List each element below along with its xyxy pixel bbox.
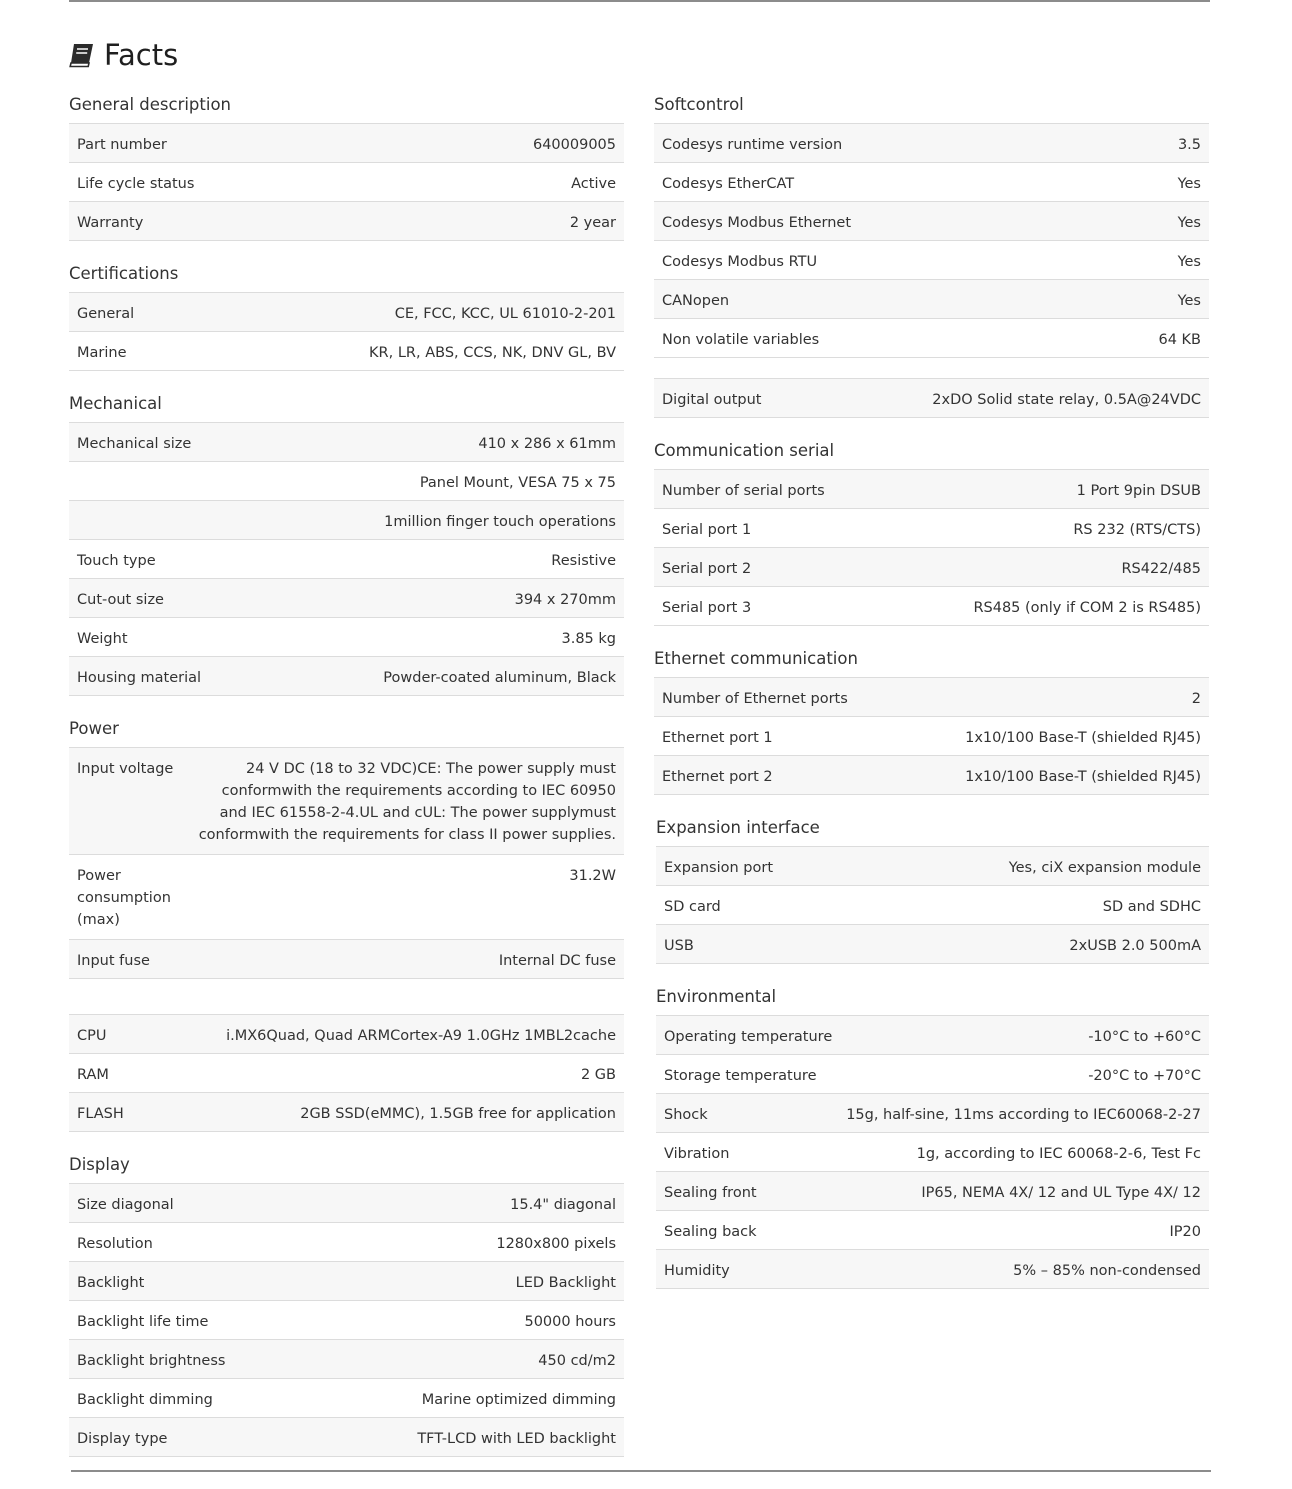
spec-row bbox=[656, 1133, 1209, 1172]
section-environmental bbox=[654, 979, 1209, 1289]
spec-table bbox=[656, 1015, 1209, 1289]
spec-label: Serial port 1 bbox=[662, 522, 752, 538]
spec-value: 2GB SSD(eMMC), 1.5GB free for application bbox=[300, 1106, 616, 1122]
spec-row bbox=[654, 678, 1209, 717]
spec-row bbox=[654, 509, 1209, 548]
spec-table bbox=[69, 1014, 624, 1132]
spec-row bbox=[69, 657, 624, 696]
section-title: Softcontrol bbox=[654, 95, 744, 114]
spec-row bbox=[654, 319, 1209, 358]
spec-label: Serial port 2 bbox=[662, 561, 752, 577]
spec-row bbox=[69, 1262, 624, 1301]
spec-row bbox=[654, 587, 1209, 626]
spec-value: Marine optimized dimming bbox=[421, 1392, 616, 1408]
spec-row bbox=[656, 1055, 1209, 1094]
spec-value: RS 232 (RTS/CTS) bbox=[1073, 522, 1201, 538]
spec-table bbox=[654, 123, 1209, 358]
spec-row bbox=[654, 202, 1209, 241]
spec-value: RS422/485 bbox=[1121, 561, 1201, 577]
section-title: Power bbox=[69, 719, 119, 738]
spec-value: 2xDO Solid state relay, 0.5A@24VDC bbox=[932, 392, 1201, 408]
spec-value: Resistive bbox=[551, 553, 616, 569]
spec-label: Codesys Modbus Ethernet bbox=[662, 215, 852, 231]
spec-label: Backlight bbox=[77, 1275, 145, 1291]
spec-row bbox=[69, 202, 624, 241]
spec-label: Storage temperature bbox=[664, 1068, 817, 1084]
spec-row bbox=[69, 124, 624, 163]
section-softcontrol bbox=[654, 87, 1209, 358]
spec-value: RS485 (only if COM 2 is RS485) bbox=[973, 600, 1201, 616]
spec-label: Number of serial ports bbox=[662, 483, 825, 499]
section-title: Expansion interface bbox=[656, 818, 820, 837]
spec-value: CE, FCC, KCC, UL 61010-2-201 bbox=[394, 306, 616, 322]
spec-row bbox=[69, 1223, 624, 1262]
spec-value: Yes bbox=[1177, 293, 1201, 309]
spec-label: Codesys Modbus RTU bbox=[662, 254, 818, 270]
spec-row bbox=[654, 241, 1209, 280]
spec-label: Cut-out size bbox=[77, 592, 164, 608]
spec-label: Part number bbox=[77, 137, 167, 153]
spec-row bbox=[656, 1016, 1209, 1055]
spec-table bbox=[656, 846, 1209, 964]
spec-label: Backlight brightness bbox=[77, 1353, 226, 1369]
spec-value: -20°C to +70°C bbox=[1088, 1068, 1201, 1084]
spec-label: Codesys EtherCAT bbox=[662, 176, 795, 192]
spec-value: 5% – 85% non-condensed bbox=[1013, 1263, 1201, 1279]
top-divider bbox=[69, 0, 1210, 2]
spec-value: IP20 bbox=[1169, 1224, 1201, 1240]
spec-row bbox=[69, 1379, 624, 1418]
section-digital-io bbox=[654, 373, 1209, 418]
spec-value: 640009005 bbox=[532, 137, 616, 153]
section-general-description bbox=[69, 87, 624, 241]
spec-label: CANopen bbox=[662, 293, 730, 309]
spec-value: SD and SDHC bbox=[1102, 899, 1201, 915]
spec-value: 394 x 270mm bbox=[514, 592, 616, 608]
spec-table bbox=[69, 292, 624, 371]
section-title: Mechanical bbox=[69, 394, 162, 413]
spec-value: 15g, half-sine, 11ms according to IEC60068-2-27 bbox=[846, 1107, 1201, 1123]
spec-label: Vibration bbox=[664, 1146, 730, 1162]
spec-label: Backlight dimming bbox=[77, 1392, 213, 1408]
spec-label: Input voltage bbox=[77, 761, 174, 777]
spec-label: Ethernet port 2 bbox=[662, 769, 773, 785]
spec-row bbox=[69, 501, 624, 540]
spec-label: Operating temperature bbox=[664, 1029, 833, 1045]
spec-label: Life cycle status bbox=[77, 176, 195, 192]
spec-row bbox=[69, 1054, 624, 1093]
section-mechanical bbox=[69, 386, 624, 696]
section-title: General description bbox=[69, 95, 232, 114]
spec-label: Shock bbox=[664, 1107, 708, 1123]
left-column bbox=[69, 87, 624, 1472]
spec-row bbox=[656, 847, 1209, 886]
spec-label: Sealing back bbox=[664, 1224, 757, 1240]
spec-row bbox=[656, 1211, 1209, 1250]
page-title-text: Facts bbox=[104, 38, 179, 72]
spec-label: Power consumption (max) bbox=[77, 868, 171, 928]
spec-value: 24 V DC (18 to 32 VDC)CE: The power supply must conformwith the requirements according to IEC 60950 and IEC 61558-2-4.UL and cUL: The power supplymust conformwith the requirements for class II power supplies. bbox=[198, 761, 616, 843]
section-title: Ethernet communication bbox=[654, 649, 858, 668]
spec-row bbox=[69, 855, 624, 940]
spec-label: Marine bbox=[77, 345, 127, 361]
spec-label: USB bbox=[664, 938, 694, 954]
spec-row bbox=[656, 1094, 1209, 1133]
page-title bbox=[68, 38, 178, 72]
spec-row bbox=[69, 940, 624, 979]
section-title: Communication serial bbox=[654, 441, 835, 460]
spec-value: 3.5 bbox=[1177, 137, 1201, 153]
section-expansion-interface bbox=[654, 810, 1209, 964]
spec-row bbox=[69, 423, 624, 462]
spec-row bbox=[654, 124, 1209, 163]
spec-row bbox=[69, 618, 624, 657]
spec-value: 1 Port 9pin DSUB bbox=[1076, 483, 1201, 499]
spec-value: Internal DC fuse bbox=[498, 953, 616, 969]
spec-label: RAM bbox=[77, 1067, 109, 1083]
spec-row bbox=[654, 756, 1209, 795]
spec-row bbox=[656, 925, 1209, 964]
spec-table bbox=[69, 747, 624, 979]
spec-label: Non volatile variables bbox=[662, 332, 820, 348]
spec-table bbox=[654, 378, 1209, 418]
spec-row bbox=[654, 379, 1209, 418]
spec-row bbox=[69, 579, 624, 618]
spec-label: Touch type bbox=[77, 553, 156, 569]
spec-value: 31.2W bbox=[569, 868, 616, 884]
spec-table bbox=[654, 469, 1209, 626]
spec-value: 3.85 kg bbox=[561, 631, 616, 647]
spec-value: KR, LR, ABS, CCS, NK, DNV GL, BV bbox=[369, 345, 616, 361]
spec-row bbox=[69, 163, 624, 202]
spec-label: SD card bbox=[664, 899, 721, 915]
spec-value: 2 year bbox=[569, 215, 616, 231]
spec-value: Panel Mount, VESA 75 x 75 bbox=[419, 475, 616, 491]
section-communication-serial bbox=[654, 433, 1209, 626]
spec-label: Housing material bbox=[77, 670, 202, 686]
book-icon bbox=[68, 41, 96, 69]
spec-value: 1million finger touch operations bbox=[384, 514, 616, 530]
spec-table bbox=[69, 1183, 624, 1457]
spec-label: Resolution bbox=[77, 1236, 153, 1252]
spec-value: Yes bbox=[1177, 176, 1201, 192]
section-power bbox=[69, 711, 624, 979]
spec-value: 2 bbox=[1191, 691, 1201, 707]
section-processor bbox=[69, 994, 624, 1132]
spec-label: Size diagonal bbox=[77, 1197, 174, 1213]
spec-value: Active bbox=[571, 176, 616, 192]
spec-value: -10°C to +60°C bbox=[1088, 1029, 1201, 1045]
spec-row bbox=[656, 886, 1209, 925]
spec-value: 1x10/100 Base-T (shielded RJ45) bbox=[965, 769, 1201, 785]
spec-row bbox=[654, 548, 1209, 587]
right-column bbox=[654, 87, 1209, 1304]
spec-table bbox=[69, 123, 624, 241]
spec-label: Mechanical size bbox=[77, 436, 192, 452]
spec-value: LED Backlight bbox=[515, 1275, 616, 1291]
spec-row bbox=[654, 470, 1209, 509]
spec-row bbox=[69, 1015, 624, 1054]
spec-label: Number of Ethernet ports bbox=[662, 691, 848, 707]
spec-label: Codesys runtime version bbox=[662, 137, 843, 153]
section-title bbox=[69, 994, 624, 1014]
spec-row bbox=[69, 1301, 624, 1340]
spec-label: Serial port 3 bbox=[662, 600, 752, 616]
spec-value: 450 cd/m2 bbox=[538, 1353, 616, 1369]
spec-row bbox=[69, 1418, 624, 1457]
spec-row bbox=[656, 1250, 1209, 1289]
spec-value: 2xUSB 2.0 500mA bbox=[1069, 938, 1201, 954]
spec-value: 1x10/100 Base-T (shielded RJ45) bbox=[965, 730, 1201, 746]
spec-value: 64 KB bbox=[1158, 332, 1201, 348]
spec-row bbox=[654, 280, 1209, 319]
spec-row bbox=[69, 748, 624, 855]
spec-value: TFT-LCD with LED backlight bbox=[417, 1431, 616, 1447]
spec-value: 1280x800 pixels bbox=[496, 1236, 616, 1252]
spec-label: Humidity bbox=[664, 1263, 730, 1279]
section-title: Certifications bbox=[69, 264, 179, 283]
spec-label: Ethernet port 1 bbox=[662, 730, 773, 746]
spec-label: General bbox=[77, 306, 135, 322]
spec-label: FLASH bbox=[77, 1106, 124, 1122]
spec-row bbox=[69, 1184, 624, 1223]
section-ethernet-communication bbox=[654, 641, 1209, 795]
spec-label: Backlight life time bbox=[77, 1314, 209, 1330]
spec-value: Yes bbox=[1177, 215, 1201, 231]
spec-value: 1g, according to IEC 60068-2-6, Test Fc bbox=[916, 1146, 1201, 1162]
spec-label: Sealing front bbox=[664, 1185, 757, 1201]
section-display bbox=[69, 1147, 624, 1457]
spec-label: Digital output bbox=[662, 392, 762, 408]
spec-value: Yes, ciX expansion module bbox=[1008, 860, 1201, 876]
spec-value: Yes bbox=[1177, 254, 1201, 270]
spec-row bbox=[69, 293, 624, 332]
spec-label: Input fuse bbox=[77, 953, 150, 969]
spec-table bbox=[654, 677, 1209, 795]
section-certifications bbox=[69, 256, 624, 371]
spec-row bbox=[69, 1340, 624, 1379]
spec-table bbox=[69, 422, 624, 696]
spec-label: Expansion port bbox=[664, 860, 773, 876]
spec-row bbox=[656, 1172, 1209, 1211]
spec-value: Powder-coated aluminum, Black bbox=[383, 670, 616, 686]
spec-label: CPU bbox=[77, 1028, 107, 1044]
spec-value: 15.4" diagonal bbox=[510, 1197, 616, 1213]
spec-row bbox=[654, 163, 1209, 202]
spec-label: Display type bbox=[77, 1431, 168, 1447]
bottom-divider bbox=[71, 1470, 1211, 1472]
spec-value: 410 x 286 x 61mm bbox=[478, 436, 616, 452]
spec-label: Warranty bbox=[77, 215, 144, 231]
spec-value: IP65, NEMA 4X/ 12 and UL Type 4X/ 12 bbox=[921, 1185, 1201, 1201]
spec-row bbox=[654, 717, 1209, 756]
spec-label: Weight bbox=[77, 631, 128, 647]
spec-value: 2 GB bbox=[580, 1067, 616, 1083]
spec-value: i.MX6Quad, Quad ARMCortex-A9 1.0GHz 1MBL2cache bbox=[226, 1028, 616, 1044]
spec-row bbox=[69, 540, 624, 579]
spec-row bbox=[69, 1093, 624, 1132]
spec-row bbox=[69, 462, 624, 501]
section-title: Environmental bbox=[656, 987, 777, 1006]
spec-row bbox=[69, 332, 624, 371]
section-title: Display bbox=[69, 1155, 130, 1174]
spec-value: 50000 hours bbox=[524, 1314, 616, 1330]
